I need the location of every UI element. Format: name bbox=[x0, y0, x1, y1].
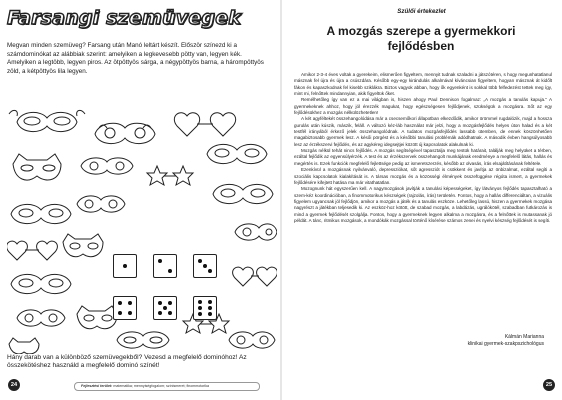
feather-mask-icon bbox=[11, 204, 71, 223]
swirl-mask-icon bbox=[17, 310, 65, 326]
article-paragraph: Mozognunk hát egyszerűen kell. A nagymozgások javítják a tanulási képességeket, így látványos fejlődés tapasztalható a szem-kéz koordinációban, a finommotorikus készségek (rajzolás, írás) területén. Fontos, hogy a hallás differenciáltan, a vizuális figyelem ugyancsak jól fejlődjön, amikor a mozgás a játék és a tanulás eszköze. Lehetőleg lassú, hiszen a gyermekek mozgása nagyrészt a játékban teljesedik ki. Az eszköz-hoz kötött, de szabad mozgás, a labdázás, ugrálókötél, szabadban futkározás is mind a gyermek fejlődését szolgálja. Fontos, hogy a gyermeknek legyen alkalma a mozgásra, és a felnőttek is mutassanak jó példát. A tánc, ritmikus mozgások, a mondókák mozgással történő kísérése számos zenei és nyelvi készség fejlődését is segíti. bbox=[294, 186, 552, 223]
die-pip bbox=[198, 306, 202, 310]
swirl-mask-icon bbox=[81, 158, 133, 174]
swirl-mask-icon bbox=[229, 332, 275, 348]
article-title: A mozgás szerepe a gyermekkori fejlődésben bbox=[326, 24, 516, 53]
author-role: klinikai gyermek-szakpszichológus bbox=[467, 341, 544, 347]
page-number-right: 25 bbox=[543, 379, 555, 391]
die-pip bbox=[198, 312, 202, 316]
article-paragraph: Amikor 2-3-4 éves voltak a gyerekeim, elismerően figyeltem, mennyit tudnak szaladni a játszótéren, s hogy megunhatatlanul másznak fel újra és újra a csúszdára. Később egy-egy kirándulás alkalmával kíváncsian figyeltem, hogyan másznak át kidőlt fákon és kapaszkodnak fel kisebb sziklákra. Biztos vagyok abban, hogy ők egyenként is sokkal több felfedezést tettek meg így, mint mi, felnőttek mindannyian, akik figyeltük őket. bbox=[294, 72, 552, 97]
feather-mask-icon bbox=[207, 144, 267, 163]
die-pip bbox=[203, 264, 207, 268]
article-paragraph: Remélhetőleg így van ez a mai világban is, hiszen ahogy Paul Dennison fogalmaz: „A mozgás a tanulás kapuja.” A gyermekeknek ahhoz, hogy jól érezzék magukat, hogy egészségesen fejlődjenek, szükségük a mozgásra. Sőt az egy fejlődésükhez a mozgás nélkülözhetetlen! bbox=[294, 97, 552, 116]
article-paragraph: A két agyféltekét összehangolódása már a csecsemőkori állapotban elkezdődik, amikor örömmel rugdalózik, majd a hossza gurulás után kúszik, mászik, feláll. A változó kéz-láb használat már jelzi, hogy a mozgásfejlődés helyes úton halad és a két testfél irányából érkező jelek összehangolódnak. A tudatos mozgásfejlődés lassabb ütemben, de ennek köszönhetően magabiztosabb gyermek lesz. A késői pörgést és a későbbi tanulási problémák adódhatnak. A második évben hangsúlyosabb lesz az érzékszervi fejlődés, és az agykéreg idegsejtjei között új kapcsolatok alakulnak ki. bbox=[294, 116, 552, 147]
domino-die-1 bbox=[113, 254, 137, 278]
page-number-left: 24 bbox=[8, 379, 20, 391]
die-pip bbox=[168, 301, 172, 305]
feather-mask-icon bbox=[11, 274, 71, 293]
feather-mask-icon bbox=[117, 332, 169, 348]
feather-mask-icon bbox=[213, 184, 273, 203]
activity-instructions: Megvan minden szemüveg? Farsang után Manó leltárt készít. Először színezd ki a számdominókat az alábbiak szerint: amelyiken a legkevesebb pötty van, legyen kék. Amelyiken a legtöbb, legyen piros. Az ötpöttyös sárga, a négypöttyös barna, a hárompöttyös zöld, a kétpöttyös lila legyen. bbox=[7, 42, 264, 75]
domino-die-5 bbox=[153, 296, 177, 320]
number-domino-dice bbox=[113, 254, 231, 334]
die-pip bbox=[158, 301, 162, 305]
die-pip bbox=[158, 311, 162, 315]
domino-die-3 bbox=[193, 254, 217, 278]
footer-label: Fejlesztési terület: bbox=[81, 384, 113, 388]
cat-mask-icon bbox=[63, 234, 103, 257]
cat-mask-icon bbox=[9, 338, 39, 354]
star-glasses-icon bbox=[147, 166, 193, 185]
cat-mask-icon bbox=[77, 306, 117, 329]
section-label: Szülői értekezlet bbox=[397, 8, 446, 15]
domino-die-4 bbox=[113, 296, 137, 320]
die-pip bbox=[208, 300, 212, 304]
die-pip bbox=[168, 269, 172, 273]
right-page bbox=[281, 0, 562, 400]
author-name: Kálmán Marianna bbox=[504, 334, 544, 340]
article-body bbox=[294, 72, 552, 224]
die-pip bbox=[168, 311, 172, 315]
activity-question: Hány darab van a különböző szemüvegekből? Vezesd a megfelelő dominóhoz! Az összekötéshez használd a megfelelő dominó színét! bbox=[7, 354, 247, 370]
die-pip bbox=[118, 301, 122, 305]
domino-die-2 bbox=[153, 254, 177, 278]
swirl-mask-icon bbox=[95, 123, 155, 143]
footer-text: matematika; mennyiségfogalom; színismeret; finommotorika bbox=[113, 384, 210, 388]
die-pip bbox=[208, 306, 212, 310]
die-pip bbox=[198, 300, 202, 304]
die-pip bbox=[208, 312, 212, 316]
die-pip bbox=[118, 311, 122, 315]
die-pip bbox=[208, 269, 212, 273]
die-pip bbox=[128, 301, 132, 305]
die-pip bbox=[163, 306, 167, 310]
swirl-mask-icon bbox=[235, 224, 277, 240]
mask-illustrations bbox=[7, 104, 277, 354]
domino-die-6 bbox=[193, 296, 217, 320]
swirl-mask-icon bbox=[77, 196, 125, 212]
heart-glasses-icon bbox=[7, 241, 57, 260]
article-paragraph: Mozgás nélkül tehát nincs fejlődés. A mozgás segítségével tapasztalja meg testük határait, találják meg helyüket a térben, ezáltal fejlődik az egyensúlyérzék. A test és az érzékszervek összehangolt munkájának eredménye a megfelelő látás, hallás és megértés is. Ezek funkciók megfelelő fejlettsége pedig az ismeretszerzés, később az olvasás, írás elsajátításának feltétele. bbox=[294, 148, 552, 166]
heart-glasses-icon bbox=[233, 267, 277, 286]
feather-mask-icon bbox=[9, 110, 85, 131]
activity-title: Farsangi szemüvegek bbox=[7, 7, 242, 29]
die-pip bbox=[198, 259, 202, 263]
development-area-footer bbox=[74, 382, 260, 391]
die-pip bbox=[158, 259, 162, 263]
heart-glasses-icon bbox=[174, 113, 235, 136]
author-signature bbox=[468, 334, 544, 348]
cat-mask-icon bbox=[13, 154, 61, 180]
die-pip bbox=[123, 264, 127, 268]
article-paragraph: Ezenkívül a mozgásnak nyilvánvaló, depressziókat, sőt agressziót is csökkent és javítja az önbizalmat, ezáltal segíti a szociális kapcsolatok kialakítását is. A társas mozgás és a közösségi élmények összefüggése régóta ismert, a gyermekek fejlődésére kifejtett hatása ma már vitathatatlan. bbox=[294, 167, 552, 185]
die-pip bbox=[128, 311, 132, 315]
